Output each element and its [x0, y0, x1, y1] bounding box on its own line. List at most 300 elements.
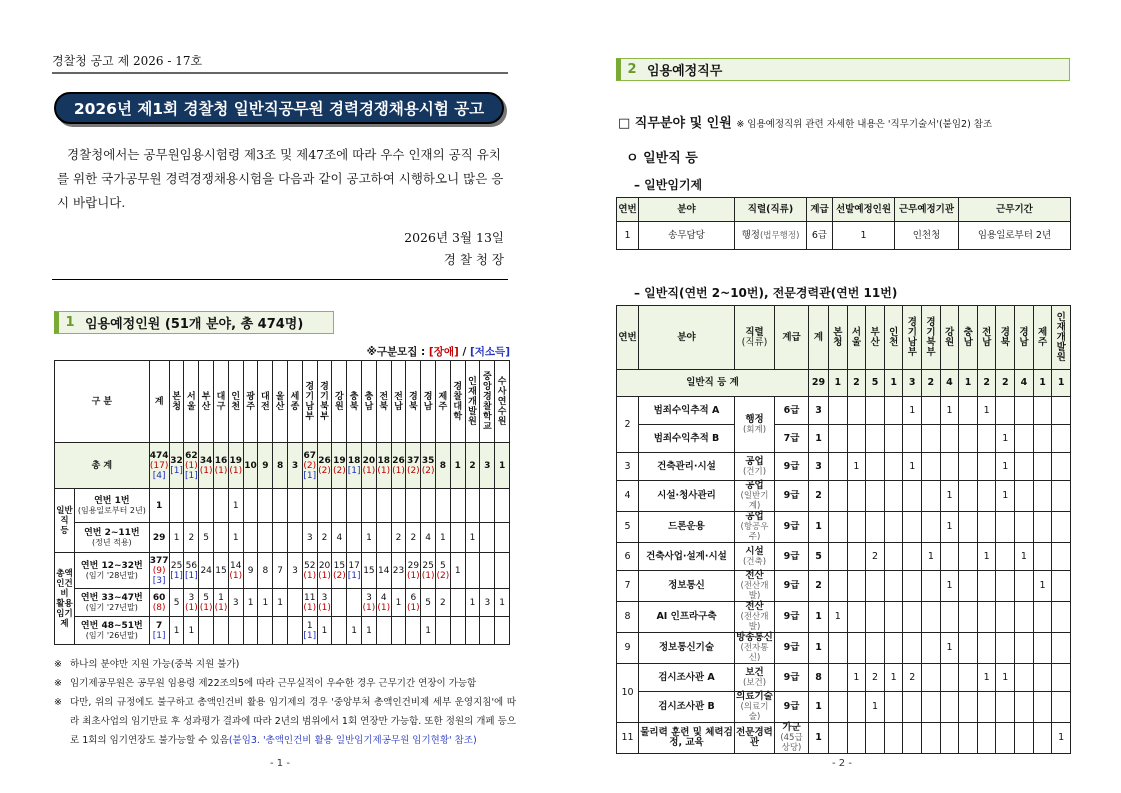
row-label — [75, 589, 150, 617]
col-header-text: 인재개발원 — [468, 376, 477, 427]
series-sub: (항공우주) — [740, 522, 769, 542]
table-cell — [977, 571, 996, 602]
table-cell — [1052, 481, 1071, 512]
cell-stack — [150, 451, 169, 481]
table-cell — [996, 543, 1015, 571]
cell-stack — [170, 598, 184, 608]
cell-stack — [303, 621, 317, 641]
cell-stack — [362, 626, 376, 636]
table-header-row — [55, 361, 510, 443]
cell-value: 1 — [498, 460, 506, 471]
cell-stack — [244, 461, 258, 471]
col-header-text: 전남 — [394, 391, 403, 412]
col-header-text: 부산 — [870, 326, 880, 348]
table-cell: 1 — [866, 692, 885, 723]
table-cell — [495, 589, 510, 617]
cell-value: 1 — [247, 597, 254, 608]
series-main: 공업 — [745, 455, 764, 467]
table-cell — [376, 489, 391, 523]
col-header — [332, 361, 347, 443]
table-cell — [1052, 425, 1071, 453]
table-cell — [450, 589, 465, 617]
cell-grade — [775, 571, 809, 602]
table-cell — [465, 553, 480, 589]
cell-value: 1 — [425, 625, 431, 636]
cell-field: 검시조사관 A — [639, 664, 735, 692]
cell-value: 2 — [188, 532, 195, 543]
cell-stack — [406, 593, 420, 613]
cell-stack — [466, 598, 480, 608]
cell-value: 60 — [152, 592, 166, 603]
table-cell — [959, 397, 978, 425]
cell-value: 5 — [173, 597, 180, 608]
col-header: 선발예정인원 — [833, 198, 895, 222]
table-cell — [288, 589, 303, 617]
col-header-text: 대구 — [216, 391, 226, 412]
cell-stack — [214, 593, 228, 613]
col-header-text: 본청 — [172, 391, 181, 412]
table-cell — [1052, 633, 1071, 664]
row-label — [75, 489, 150, 523]
table-cell — [214, 489, 229, 523]
cell-no: 7 — [617, 571, 639, 602]
cell-value: 24 — [200, 565, 212, 576]
cell-lowincome-quota: [1] — [170, 570, 183, 581]
table-cell — [436, 589, 451, 617]
col-header-text: 인천 — [231, 391, 241, 412]
col-header: 근무기간 — [959, 198, 1071, 222]
table-cell — [332, 489, 347, 523]
table-header-row — [617, 198, 1071, 222]
cell-stack — [273, 461, 287, 471]
row-label — [75, 617, 150, 645]
cell-lowincome-quota: [1] — [347, 570, 361, 581]
table-cell — [376, 553, 391, 589]
cell-disabled-quota: (2) — [406, 465, 420, 476]
table-cell — [847, 397, 866, 425]
cell-disabled-quota: (1) — [377, 465, 391, 476]
cell-value: 2 — [395, 532, 402, 543]
table-cell — [1052, 571, 1071, 602]
cell-series — [735, 602, 775, 633]
series-main: 행정 — [741, 229, 760, 241]
cell-grade — [775, 425, 809, 453]
table-cell — [406, 617, 421, 645]
table-cell — [1015, 397, 1034, 425]
cell-value: 4 — [336, 532, 343, 543]
cell-stack — [480, 598, 494, 608]
cell-disabled-quota: (1) — [214, 602, 228, 613]
issue-date: 2026년 3월 13일 — [404, 230, 504, 245]
table-cell — [480, 523, 495, 553]
cell-stack — [436, 461, 450, 471]
table-cell: 1 — [847, 453, 866, 481]
table-cell — [996, 512, 1015, 543]
cell-value: 4 — [425, 532, 431, 543]
table-cell — [332, 589, 347, 617]
table-cell — [922, 571, 941, 602]
cell-stack — [258, 598, 272, 608]
table-cell: 2 — [866, 543, 885, 571]
table-cell — [884, 397, 903, 425]
cell-stack — [199, 566, 213, 576]
table-cell — [922, 602, 941, 633]
table-row — [617, 397, 1071, 425]
table-cell — [829, 692, 848, 723]
total-cell: 2 — [922, 370, 941, 397]
cell-value: 1 — [351, 625, 357, 636]
total-cell: 1 — [1052, 370, 1071, 397]
col-header — [495, 361, 510, 443]
table-cell: 1 — [977, 664, 996, 692]
grade-sub: (45급 상당) — [780, 733, 803, 753]
table-cell — [1052, 512, 1071, 543]
table-cell — [1033, 664, 1052, 692]
footnote-mark: ※ — [54, 659, 62, 670]
cell-lowincome-quota: [1] — [184, 570, 198, 581]
series-sub: (법무행정) — [759, 230, 800, 241]
table-cell — [1033, 633, 1052, 664]
duty-title: □ 직무분야 및 인원 — [618, 116, 732, 131]
cell-lowincome-quota: [1] — [152, 630, 166, 641]
cell-grade — [775, 512, 809, 543]
cell-stack — [406, 561, 420, 581]
table-cell: 2 — [866, 664, 885, 692]
table-cell — [977, 602, 996, 633]
table-cell — [996, 692, 1015, 723]
col-header: 계급 — [775, 306, 809, 370]
cell-stack — [421, 598, 435, 608]
table-cell — [940, 602, 959, 633]
table-cell — [169, 553, 184, 589]
duty-heading — [618, 112, 992, 131]
total-cell: 1 — [829, 370, 848, 397]
cell-stack — [170, 533, 184, 543]
table-row — [617, 543, 1071, 571]
table-cell — [169, 443, 184, 489]
cell-stack — [258, 566, 272, 576]
cell-value: 32 — [170, 455, 183, 466]
total-cell: 29 — [809, 370, 829, 397]
cell-stack — [362, 566, 376, 576]
cell-grade — [775, 664, 809, 692]
intro-paragraph: 경찰청에서는 공무원임용시험령 제3조 및 제47조에 따라 우수 인재의 공직 유치를 위한 국가공무원 경력경쟁채용시험을 다음과 같이 공고하여 시행하오니 많은 응시 바랍니다. — [57, 147, 504, 210]
section-title: 임용예정직무 — [647, 64, 723, 79]
col-header-text: 제주 — [438, 391, 448, 412]
cell-stack — [347, 626, 361, 636]
table-cell — [228, 589, 243, 617]
cell-value: 52 — [304, 560, 316, 571]
table-cell — [288, 553, 303, 589]
table-cell — [302, 523, 317, 553]
series-sub: (건기) — [742, 466, 767, 477]
table-cell — [1033, 453, 1052, 481]
table-cell — [273, 553, 288, 589]
col-header-text: 경남 — [423, 391, 433, 412]
table-cell — [214, 589, 229, 617]
table-cell — [495, 489, 510, 523]
table-cell — [302, 553, 317, 589]
col-header-text: 경기남부 — [907, 316, 917, 358]
table-cell — [149, 523, 169, 553]
cell-stack — [303, 593, 317, 613]
cell-value: 8 — [439, 460, 447, 471]
col-header — [362, 361, 377, 443]
col-header: 직렬(직류) — [735, 198, 807, 222]
table-cell — [149, 617, 169, 645]
cell-agency: 인천청 — [895, 222, 959, 250]
cell-value: 29 — [152, 532, 166, 543]
table-cell — [847, 425, 866, 453]
col-header-text: 경북 — [1000, 326, 1010, 348]
row-label — [75, 553, 150, 589]
table-cell — [866, 397, 885, 425]
table-cell — [959, 453, 978, 481]
col-header-series: 직렬 — [745, 326, 764, 338]
table-cell — [421, 553, 436, 589]
footnote-text — [70, 693, 516, 750]
cell-disabled-quota: (1) — [392, 465, 405, 476]
cell-stack — [199, 456, 213, 476]
title-banner — [54, 92, 504, 124]
col-header: 구 분 — [55, 361, 150, 443]
table-cell — [1033, 543, 1052, 571]
cell-disabled-quota: (1) — [303, 602, 317, 613]
col-header-text: 경기남부 — [305, 381, 315, 422]
col-header-text: 충남 — [963, 326, 973, 348]
table-cell — [391, 523, 406, 553]
total-cell: 3 — [903, 370, 922, 397]
page-1 — [0, 0, 560, 793]
cell-stack — [377, 593, 391, 613]
cell-stack — [303, 533, 317, 543]
table-cell — [829, 425, 848, 453]
cell-series — [735, 692, 775, 723]
cell-value: 67 — [303, 450, 316, 461]
table-cell — [317, 589, 332, 617]
cell-lowincome-quota: [3] — [152, 575, 166, 586]
table-cell — [288, 523, 303, 553]
cell-field: 검시조사관 B — [639, 692, 735, 723]
table-cell — [884, 425, 903, 453]
cell-grade — [775, 723, 809, 754]
cell-stack — [229, 501, 243, 511]
table-cell — [1052, 453, 1071, 481]
table-cell — [184, 553, 199, 589]
col-header-text: 수사연수원 — [497, 376, 507, 427]
grade-main: 9급 — [783, 521, 800, 532]
table-cell — [903, 692, 922, 723]
table-cell — [421, 617, 436, 645]
cell-stack — [229, 561, 243, 581]
cell-value: 3 — [484, 597, 491, 608]
cell-disabled-quota: (1) — [214, 465, 228, 476]
col-header — [480, 361, 495, 443]
table-cell — [436, 617, 451, 645]
table-cell — [996, 633, 1015, 664]
row-label-sub: (임기 '28년말) — [85, 570, 138, 580]
row-group: 일반직 등 — [55, 489, 75, 553]
cell-value: 34 — [199, 455, 213, 466]
cell-grade — [775, 481, 809, 512]
cell-stack — [332, 456, 346, 476]
table-cell — [376, 589, 391, 617]
table-cell — [996, 397, 1015, 425]
table-cell — [184, 617, 199, 645]
table-cell — [317, 617, 332, 645]
cell-value: 1 — [440, 532, 446, 543]
col-header — [317, 361, 332, 443]
cell-field: 건축사업·설계·시설 — [639, 543, 735, 571]
cell-value: 3 — [321, 592, 328, 603]
cell-value: 1 — [218, 592, 224, 603]
table-cell — [214, 443, 229, 489]
cell-stack — [214, 566, 228, 576]
table-cell — [199, 523, 214, 553]
col-header-text: 경찰대학 — [453, 381, 463, 422]
cell-disabled-quota: (1) — [362, 465, 376, 476]
grade-main: 9급 — [783, 580, 800, 591]
cell-stack — [214, 456, 228, 476]
col-header-series-sub: (직류) — [741, 336, 768, 348]
cell-value: 1 — [173, 532, 180, 543]
total-cell: 1 — [959, 370, 978, 397]
footnote-mark: ※ — [54, 697, 62, 708]
col-header — [1052, 306, 1071, 370]
table-header-row — [617, 306, 1071, 370]
cell-value: 6 — [410, 592, 417, 603]
table-cell — [940, 543, 959, 571]
table-cell: 1 — [940, 633, 959, 664]
col-header — [996, 306, 1015, 370]
row-label: 총 계 — [55, 443, 150, 489]
col-header-text: 중앙경찰학교 — [482, 371, 492, 432]
row-label-main: 연번 48~51번 — [80, 620, 143, 631]
total-cell: 4 — [940, 370, 959, 397]
table-cell — [243, 589, 258, 617]
cell-stack — [347, 561, 361, 581]
col-header — [922, 306, 941, 370]
cell-stack — [451, 566, 465, 576]
cell-stack — [436, 598, 450, 608]
cell-lowincome-quota: [1] — [184, 470, 198, 481]
cell-value: 1 — [366, 532, 372, 543]
table-cell — [922, 664, 941, 692]
table-cell — [228, 443, 243, 489]
col-header-text: 전북 — [379, 391, 389, 412]
cell-field: 시설·청사관리 — [639, 481, 735, 512]
table-cell — [1052, 602, 1071, 633]
table-cell — [376, 617, 391, 645]
col-header — [421, 361, 436, 443]
cell-value: 19 — [333, 455, 346, 466]
cell-stack — [184, 561, 198, 581]
table-cell — [273, 523, 288, 553]
cell-value: 16 — [214, 455, 228, 466]
table-cell — [406, 443, 421, 489]
cell-field: AI 인프라구축 — [639, 602, 735, 633]
table-cell — [884, 602, 903, 633]
grade-main: 6급 — [783, 404, 800, 416]
table-cell — [391, 617, 406, 645]
notice-number: 경찰청 공고 제 2026 - 17호 — [52, 54, 203, 68]
table-cell — [829, 633, 848, 664]
cell-stack — [347, 456, 361, 476]
cell-value: 3 — [232, 597, 239, 608]
cell-value: 10 — [244, 460, 257, 471]
table-cell — [922, 425, 941, 453]
page-number: - 1 - — [270, 758, 290, 769]
cell-disabled-quota: (2) — [303, 460, 317, 471]
cell-value: 2 — [321, 532, 328, 543]
table-cell — [317, 443, 332, 489]
cell-disabled-quota: (1) — [318, 570, 331, 581]
col-header — [391, 361, 406, 443]
table-cell: 2 — [903, 664, 922, 692]
table-cell — [884, 692, 903, 723]
cell-stack — [495, 598, 509, 608]
cell-stack — [170, 626, 184, 636]
section-title: 임용예정인원 (51개 분야, 총 474명) — [85, 317, 304, 332]
cell-value: 3 — [306, 532, 313, 543]
table-cell — [884, 512, 903, 543]
cell-lowincome-quota: [1] — [170, 465, 183, 476]
cell-stack — [229, 456, 243, 476]
table-cell — [495, 523, 510, 553]
table-cell — [922, 397, 941, 425]
grade-main: 7급 — [783, 432, 800, 444]
grade-main: 9급 — [783, 490, 800, 501]
cell-stack — [184, 451, 198, 481]
table-cell — [829, 453, 848, 481]
table-cell — [391, 489, 406, 523]
col-header: 계 — [809, 306, 829, 370]
col-header — [450, 361, 465, 443]
col-header — [376, 361, 391, 443]
cell-disabled-quota: (2) — [436, 570, 450, 581]
cell-field: 드론운용 — [639, 512, 735, 543]
cell-value: 9 — [262, 460, 269, 471]
table-cell — [884, 453, 903, 481]
table-row — [617, 512, 1071, 543]
col-header — [302, 361, 317, 443]
cell-grade — [775, 633, 809, 664]
cell-disabled-quota: (1) — [377, 602, 391, 613]
table-cell — [866, 571, 885, 602]
table-cell — [866, 425, 885, 453]
cell-stack — [362, 533, 376, 543]
cell-stack — [495, 461, 509, 471]
col-header-text: 전남 — [982, 326, 992, 348]
table-cell — [184, 523, 199, 553]
table-cell — [847, 543, 866, 571]
cell-grade — [775, 397, 809, 425]
cell-total: 1 — [809, 425, 829, 453]
table-cell — [1015, 453, 1034, 481]
table-cell — [829, 664, 848, 692]
cell-stack — [303, 561, 317, 581]
table-cell: 1 — [977, 397, 996, 425]
grade-main: 9급 — [783, 460, 800, 472]
table-cell — [184, 443, 199, 489]
cell-stack — [480, 461, 494, 471]
cell-series — [735, 222, 807, 250]
table-cell — [903, 633, 922, 664]
cell-total: 3 — [809, 397, 829, 425]
table-cell — [243, 443, 258, 489]
table-cell — [959, 543, 978, 571]
cell-field: 범죄수익추적 A — [639, 397, 735, 425]
